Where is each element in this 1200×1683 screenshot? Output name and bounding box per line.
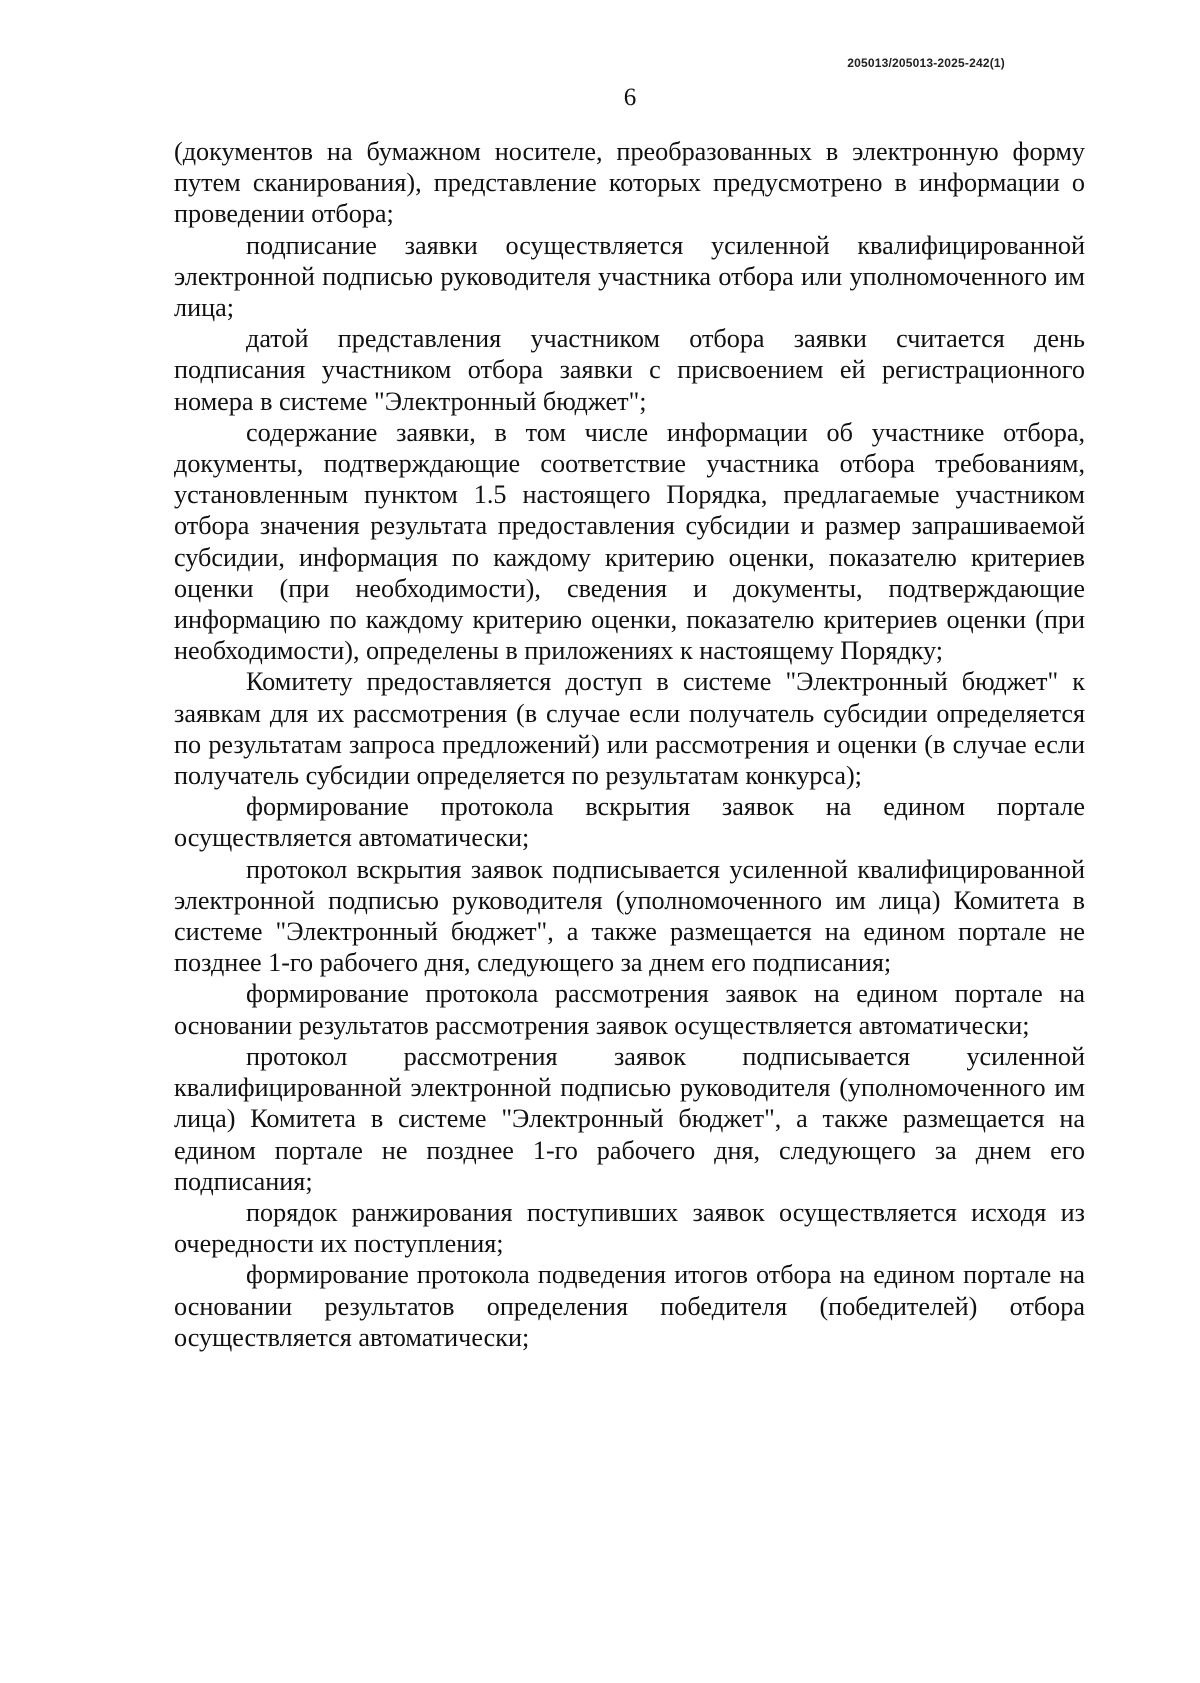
- paragraph-5: Комитету предоставляется доступ в системе "Электронный бюджет" к заявкам для их рассмотрения (в случае если получатель субсидии определяется по результатам запроса предложений) или рассмотрения и оценки (в случае если получатель субсидии определяется по результатам конкурса);: [174, 667, 1085, 791]
- paragraph-8: формирование протокола рассмотрения заявок на едином портале на основании результатов рассмотрения заявок осуществляется автоматически;: [174, 979, 1085, 1040]
- paragraph-4: содержание заявки, в том числе информации об участнике отбора, документы, подтверждающие соответствие участника отбора требованиям, установленным пунктом 1.5 настоящего Порядка, предлагаемые участником отбора значения результата предоставления субсидии и размер запрашиваемой субсидии, информация по каждому критерию оценки, показателю критериев оценки (при необходимости), сведения и документы, подтверждающие информацию по каждому критерию оценки, показателю критериев оценки (при необходимости), определены в приложениях к настоящему Порядку;: [174, 417, 1085, 666]
- page-number: 6: [623, 84, 637, 111]
- document-body: [174, 136, 1085, 1353]
- paragraph-10: порядок ранжирования поступивших заявок осуществляется исходя из очередности их поступления;: [174, 1197, 1085, 1259]
- paragraph-3: датой представления участником отбора заявки считается день подписания участником отбора заявки с присвоением ей регистрационного номера в системе "Электронный бюджет";: [174, 324, 1085, 416]
- paragraph-11: формирование протокола подведения итогов отбора на едином портале на основании результатов определения победителя (победителей) отбора осуществляется автоматически;: [174, 1260, 1085, 1352]
- paragraph-9: протокол рассмотрения заявок подписывается усиленной квалифицированной электронной подписью руководителя (уполномоченного им лица) Комитета в системе "Электронный бюджет", а также размещается на едином портале не позднее 1-го рабочего дня, следующего за днем его подписания;: [174, 1041, 1085, 1196]
- paragraph-2: подписание заявки осуществляется усиленной квалифицированной электронной подписью руководителя участника отбора или уполномоченного им лица;: [174, 230, 1085, 323]
- paragraph-6: формирование протокола вскрытия заявок на едином портале осуществляется автоматически;: [174, 792, 1085, 853]
- document-id: 205013/205013-2025-242(1): [847, 56, 1005, 70]
- paragraph-1: (документов на бумажном носителе, преобразованных в электронную форму путем сканирования), представление которых предусмотрено в информации о проведении отбора;: [174, 137, 1085, 229]
- paragraph-7: протокол вскрытия заявок подписывается усиленной квалифицированной электронной подписью руководителя (уполномоченного им лица) Комитета в системе "Электронный бюджет", а также размещается на едином портале не позднее 1-го рабочего дня, следующего за днем его подписания;: [174, 854, 1085, 978]
